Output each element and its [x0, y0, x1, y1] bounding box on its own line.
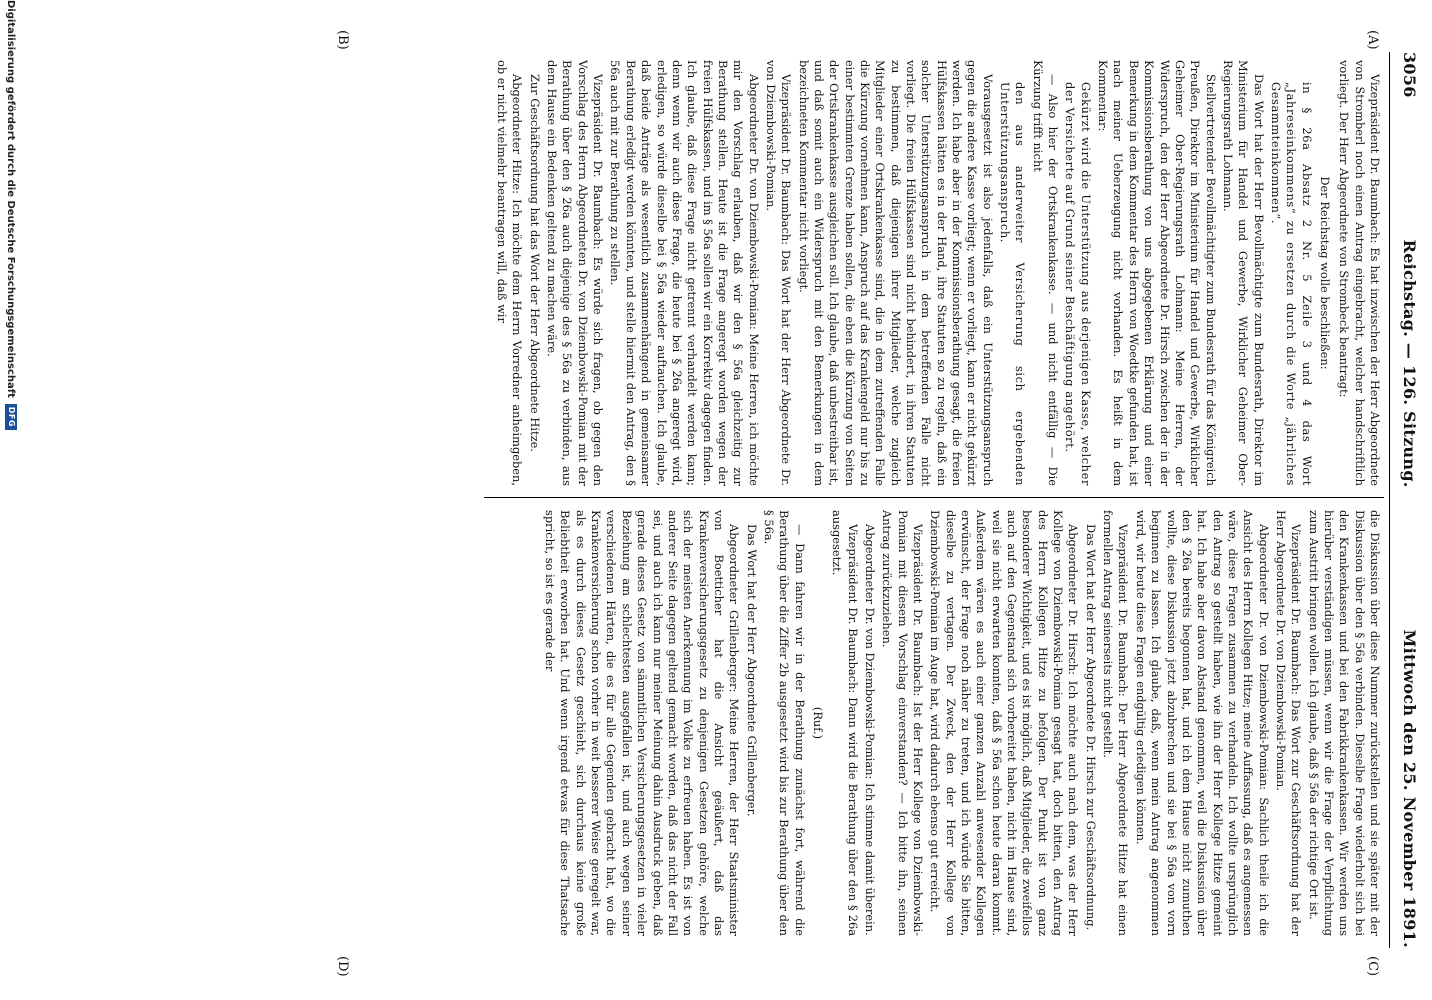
margin-letter-a: (A) [1365, 30, 1380, 50]
digitization-footer [2, 0, 20, 1000]
paragraph: Abgeordneter Dr. von Dziembowski-Pomian: Sachlich theile ich die Ansicht des Herrn Kollegen Hitze; meine Auffassung, daß es angemessen wäre, diese Fragen zusammen zu verhandeln. Ich wollte ursprünglich den Antrag so gestellt haben, wie ihn der Herr Kollege Hitze gemeint hat. Ich habe aber davon Abstand genommen, weil die Diskussion über den § 26a bereits begonnen hat, und ich dem Hause nicht zumuthen wollte, diese Diskussion jetzt abzubrechen und sie bei § 56a von vorn beginnen zu lassen. Ich glaube, daß, wenn mein Antrag angenommen wird, wir heute diese Fragen endgültig erledigen können. [1133, 510, 1271, 936]
paragraph: Abgeordneter Grillenberger: Meine Herren, der Herr Staatsminister von Boetticher hat die Ansicht geäußert, daß das Krankenversicherungsgesetz zu denjenigen Gesetzen gehöre, welche sich der meisten Anerkennung im Volke zu erfreuen haben. Es ist von anderer Seite dagegen geltend gemacht worden, daß das nicht der Fall sei, und auch ich kann nur meiner Meinung dahin Ausdruck geben, daß gerade dieses Gesetz von sämmtlichen Versicherungsgesetzen in vieler Beziehung am schlechtesten ausgefallen ist, und auch wegen seiner verschiedenen Härten, die es für alle Gegenden gebracht hat, wo die Krankenversicherung schon vorher in weit besserer Weise geregelt war, als es durch dieses Gesetz geschieht, sich durchaus keine große Beliebtheit erworben hat. Und wenn irgend etwas für diese Thatsache spricht, so ist es gerade der [543, 510, 742, 936]
margin-letter-c: (C) [1365, 956, 1380, 977]
paragraph: Vizepräsident Dr. Baumbach: Es hat inzwischen der Herr Abgeordnete von Stromberl noch einen Antrag eingebracht, welcher handschriftlich vorliegt. Der Herr Abgeordnete von Strombeck beantragt: [1337, 60, 1382, 486]
right-column [540, 510, 1382, 936]
margin-letter-d: (D) [335, 956, 350, 977]
paragraph: Der Reichstag wolle beschließen: [1317, 176, 1332, 370]
paragraph: in § 26a Absatz 2 Nr. 5 Zeile 3 und 4 das Wort „Jahreseinkommens“ zu ersetzen durch die Worte „jährliches Gesammteinkommen“. [1268, 82, 1314, 486]
paragraph: Vizepräsident Dr. Baumbach: Es würde sich fragen, ob gegen den Vorschlag des Herrn Abgeordneten Dr. von Dziembowski-Pomian mit der Berathung über den § 26a auch diejenige des § 56a zu verbinden, aus dem Hause ein Bedenken geltend zu machen wäre. [545, 60, 606, 486]
paragraph: Vizepräsident Dr. Baumbach: Das Wort hat der Herr Abgeordnete Dr. von Dziembowski-Pomian. [763, 60, 794, 486]
paragraph: — Also hier der Ortskrankenkasse. — und nicht entfällig — Die Kürzung trifft nicht [1030, 60, 1061, 486]
paragraph: (Ruf.) [810, 706, 825, 740]
paragraph: Das Wort hat der Herr Abgeordnete Grillenberger. [744, 524, 759, 817]
paragraph: Abgeordneter Hitze: Ich möchte dem Herrn Vorredner anheimgeben, ob er nicht vielmehr beantragen will, daß wir [495, 60, 525, 486]
paragraph: Vorausgesetzt ist also jedenfalls, daß ein Unterstützungsanspruch gegen die andere Kasse vorliegt; wenn er vorliegt, kann er nicht gekürzt werden. Ich habe aber in der Kommissionsberathung gesagt, die freien Hülfskassen hätten es in der Hand, ihre Statuten so zu regeln, daß ein solcher Unterstützungsanspruch in dem betreffenden Falle nicht vorliegt. Die freien Hülfskassen sind nicht behindert, in ihren Statuten zu bestimmen, daß diejenigen ihrer Mitglieder, welche zugleich Mitglieder einer Ortskrankenkasse sind, die in dem zutreffenden Falle die Kürzung vornehmen kann, Anspruch auf das Krankengeld nur bis zu einer bestimmten Grenze haben sollen, die eben die Kürzung von Seiten der Ortskrankenkasse ausgleichen soll. Ich glaube, daß unbestreitbar ist, und daß somit auch ein Widerspruch mit den Bemerkungen in dem bezeichneten Kommentar nicht vorliegt. [796, 60, 995, 486]
page-header [1392, 52, 1428, 948]
paragraph: Abgeordneter Dr. von Dziembowski-Pomian: Ich stimme damit überein. [863, 524, 877, 936]
page-date: Mittwoch den 25. November 1891. [1400, 629, 1420, 948]
column-divider [484, 497, 1384, 498]
paragraph: Vizepräsident Dr. Baumbach: Das Wort zur Geschäftsordnung hat der Herr Abgeordnete Dr. von Dziembowski-Pomian. [1273, 510, 1304, 936]
header-rule [1389, 52, 1390, 948]
left-column [492, 60, 1382, 486]
paragraph: Vizepräsident Dr. Baumbach: Dann wird die Berathung über den § 26a ausgesetzt. [830, 510, 860, 936]
paragraph: Stellvertretender Bevollmächtigter zum Bundesrath für das Königreich Preußen, Direktor im Ministerium für Handel und Gewerbe, Wirklicher Geheimer Ober-Regierungsrath Lohmann: Meine Herren, der Widerspruch, den der Herr Abgeordnete Dr. Hirsch zwischen der in der Kommissionsberathung von uns abgegebenen Erklärung und einer Bemerkung in dem Kommentar des Herrn von Woedtke gefunden hat, ist nach meiner Ueberzeugung nicht vorhanden. Es heißt in dem Kommentar: [1096, 60, 1218, 486]
paragraph: Zur Geschäftsordnung hat das Wort der Herr Abgeordnete Hitze. [527, 74, 542, 452]
paragraph: Gekürzt wird die Unterstützung aus derjenigen Kasse, welcher der Versicherte auf Grund seiner Beschäftigung angehört. [1063, 82, 1093, 486]
paragraph: Vizepräsident Dr. Baumbach: Der Herr Abgeordnete Hitze hat einen formellen Antrag seinerseits nicht gestellt. [1101, 510, 1131, 936]
paragraph: Abgeordneter Dr. Hirsch: Ich möchte auch nach dem, was der Herr Kollege von Dziembowski-Pomian gesagt hat, doch bitten, den Antrag des Herrn Kollegen Hitze zu befolgen. Der Punkt ist von ganz besonderer Wichtigkeit, und es ist möglich, daß Mitglieder, die zweifellos auch auf den Gegenstand sich vorbereitet haben, nicht im Hause sind, weil sie nicht erwarten konnten, daß § 56a schon heute daran kommt. Außerdem wären es auch einer ganzen Anzahl anwesender Kollegen erwünscht, der Frage noch näher zu treten, und ich würde Sie bitten, dieselbe zu vertagen. Der Zweck, den der Herr Kollege von Dziembowski-Pomian im Auge hat, wird dadurch ebenso gut erreicht. [928, 510, 1081, 936]
paragraph: Das Wort hat der Herr Abgeordnete Dr. Hirsch zur Geschäftsordnung. [1083, 524, 1098, 931]
page-title: Reichstag. — 126. Sitzung. [1400, 239, 1420, 488]
paragraph: Vizepräsident Dr. Baumbach: Ist der Herr Kollege von Dziembowski-Pomian mit diesem Vorschlag einverstanden? — Ich bitte ihn, seinen Antrag zurückzuziehen. [880, 510, 926, 936]
paragraph: den aus anderweiter Versicherung sich ergebenden Unterstützungsanspruch. [998, 82, 1028, 486]
paragraph: Abgeordneter Dr. von Dziembowski-Pomian: Meine Herren, ich möchte mir den Vorschlag erlauben, daß wir den § 56a gleichzeitig zur Berathung stellen. Heute ist die Frage angeregt worden wegen der freien Hülfskassen, und im § 56a sollen wir ein Korrektiv dagegen finden. Ich glaube, daß diese Frage nicht getrennt verhandelt werden kann; denn wenn wir auch diese Frage, die heute bei § 26a angeregt wird, erledigen, so würde dieselbe bei § 56a wieder auftauchen. Ich glaube, daß beide Anträge als wesentlich zusammenhängend in gemeinsamer Berathung erledigt werden könnten, und stelle hiermit den Antrag, den § 56a auch mit zur Berathung zu stellen. [608, 60, 761, 486]
paragraph: Das Wort hat der Herr Bevollmächtigte zum Bundesrath, Direktor im Ministerium für Handel und Gewerbe, Wirklicher Geheimer Ober-Regierungsrath Lohmann. [1220, 60, 1266, 486]
paragraph: — Dann fahren wir in der Berathung zunächst fort, während die Berathung über die Ziffer 2b ausgesetzt wird bis zur Berathung über den § 56a. [761, 510, 807, 936]
digitization-note: Digitalisierung gefördert durch die Deutsche Forschungsgemeinschaft [5, 0, 17, 398]
dfg-logo: DFG [5, 404, 17, 430]
page-number: 3056 [1400, 52, 1420, 98]
margin-letter-b: (B) [335, 30, 350, 50]
paragraph: die Diskussion über diese Nummer zurückstellen und sie später mit der Diskussion über den § 56a verbinden. Dieselbe Frage wiederholt sich bei den Krankenkassen und bei den Fabrikkrankenkassen. Wir werden uns hierüber verständigen müssen, wenn wir die Frage der Verpflichtung zum Austritt bringen wollen. Ich glaube, daß § 56a der richtige Ort ist. [1306, 510, 1382, 936]
